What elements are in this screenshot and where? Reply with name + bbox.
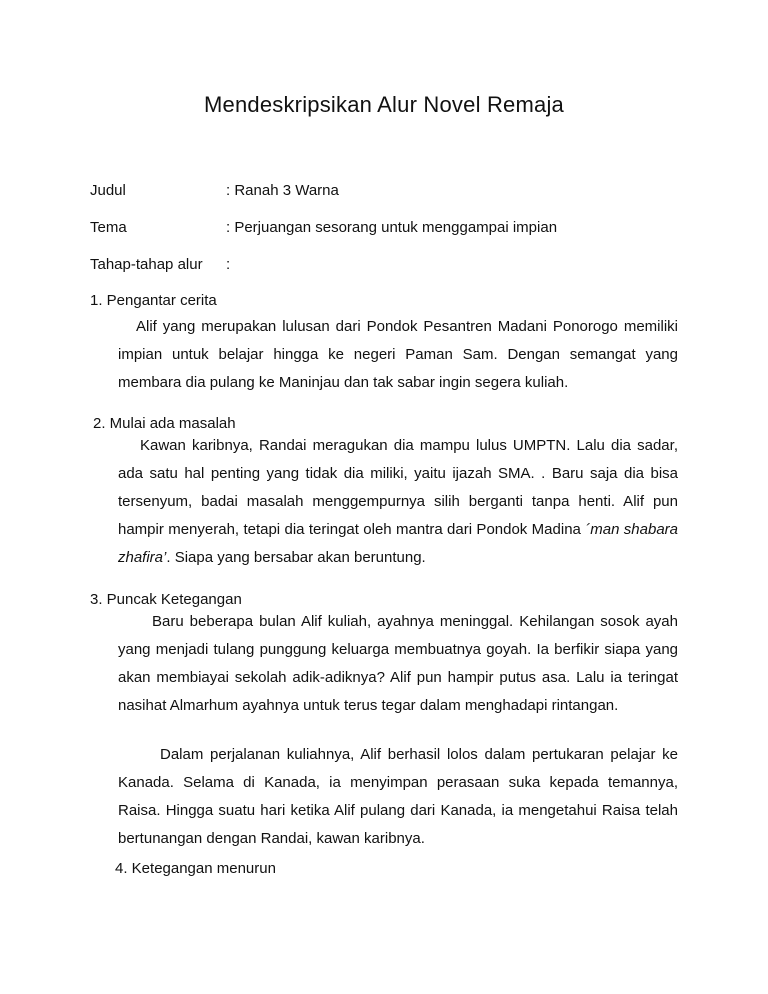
section-4-heading: 4. Ketegangan menurun <box>115 860 276 877</box>
section-2-heading: 2. Mulai ada masalah <box>93 415 236 432</box>
section-1-paragraph: Alif yang merupakan lulusan dari Pondok Pesantren Madani Ponorogo memiliki impian untuk belajar hingga ke negeri Paman Sam. Dengan semangat yang membara dia pulang ke Maninjau dan tak sabar ingin segera kuliah. <box>118 318 678 391</box>
meta-tahap-value: : <box>226 256 231 273</box>
section-2-paragraph <box>118 432 678 572</box>
section-2-text-b: . Siapa yang bersabar akan beruntung. <box>166 549 426 566</box>
meta-tema-value: : Perjuangan sesorang untuk menggampai impian <box>226 219 558 236</box>
page-title: Mendeskripsikan Alur Novel Remaja <box>204 92 564 117</box>
section-3-paragraph-2: Dalam perjalanan kuliahnya, Alif berhasil lolos dalam pertukaran pelajar ke Kanada. Selama di Kanada, ia menyimpan perasaan suka kepada temannya, Raisa. Hingga suatu hari ketika Alif pulang dari Kanada, ia mengetahui Raisa telah bertunangan dengan Randai, kawan karibnya. <box>118 746 678 847</box>
meta-tahap-label: Tahap-tahap alur <box>90 256 203 273</box>
section-3-paragraph: Baru beberapa bulan Alif kuliah, ayahnya meninggal. Kehilangan sosok ayah yang menjadi tulang punggung keluarga membuatnya goyah. Ia berfikir siapa yang akan membiayai sekolah adik-adiknya? Alif pun hampir putus asa. Lalu ia teringat nasihat Almarhum ayahnya untuk terus tegar dalam menghadapi rintangan. <box>118 613 678 714</box>
meta-judul-value: : Ranah 3 Warna <box>226 182 339 199</box>
meta-tema <box>90 217 557 239</box>
section-1-heading: 1. Pengantar cerita <box>90 292 217 309</box>
meta-tema-label: Tema <box>90 219 127 236</box>
meta-judul-label: Judul <box>90 182 126 199</box>
section-2-text-a: Kawan karibnya, Randai meragukan dia mampu lulus UMPTN. Lalu dia sadar, ada satu hal penting yang tidak dia miliki, yaitu ijazah SMA. . Baru saja dia bisa tersenyum, badai masalah menggempurnya silih berganti tanpa henti. Alif pun hampir menyerah, tetapi dia teringat oleh mantra dari Pondok Madina <box>118 437 678 538</box>
section-3-heading: 3. Puncak Ketegangan <box>90 591 242 608</box>
meta-tahap <box>90 254 230 276</box>
section-2-quote: ´man shabara zhafira’ <box>118 521 678 566</box>
meta-judul <box>90 180 339 202</box>
